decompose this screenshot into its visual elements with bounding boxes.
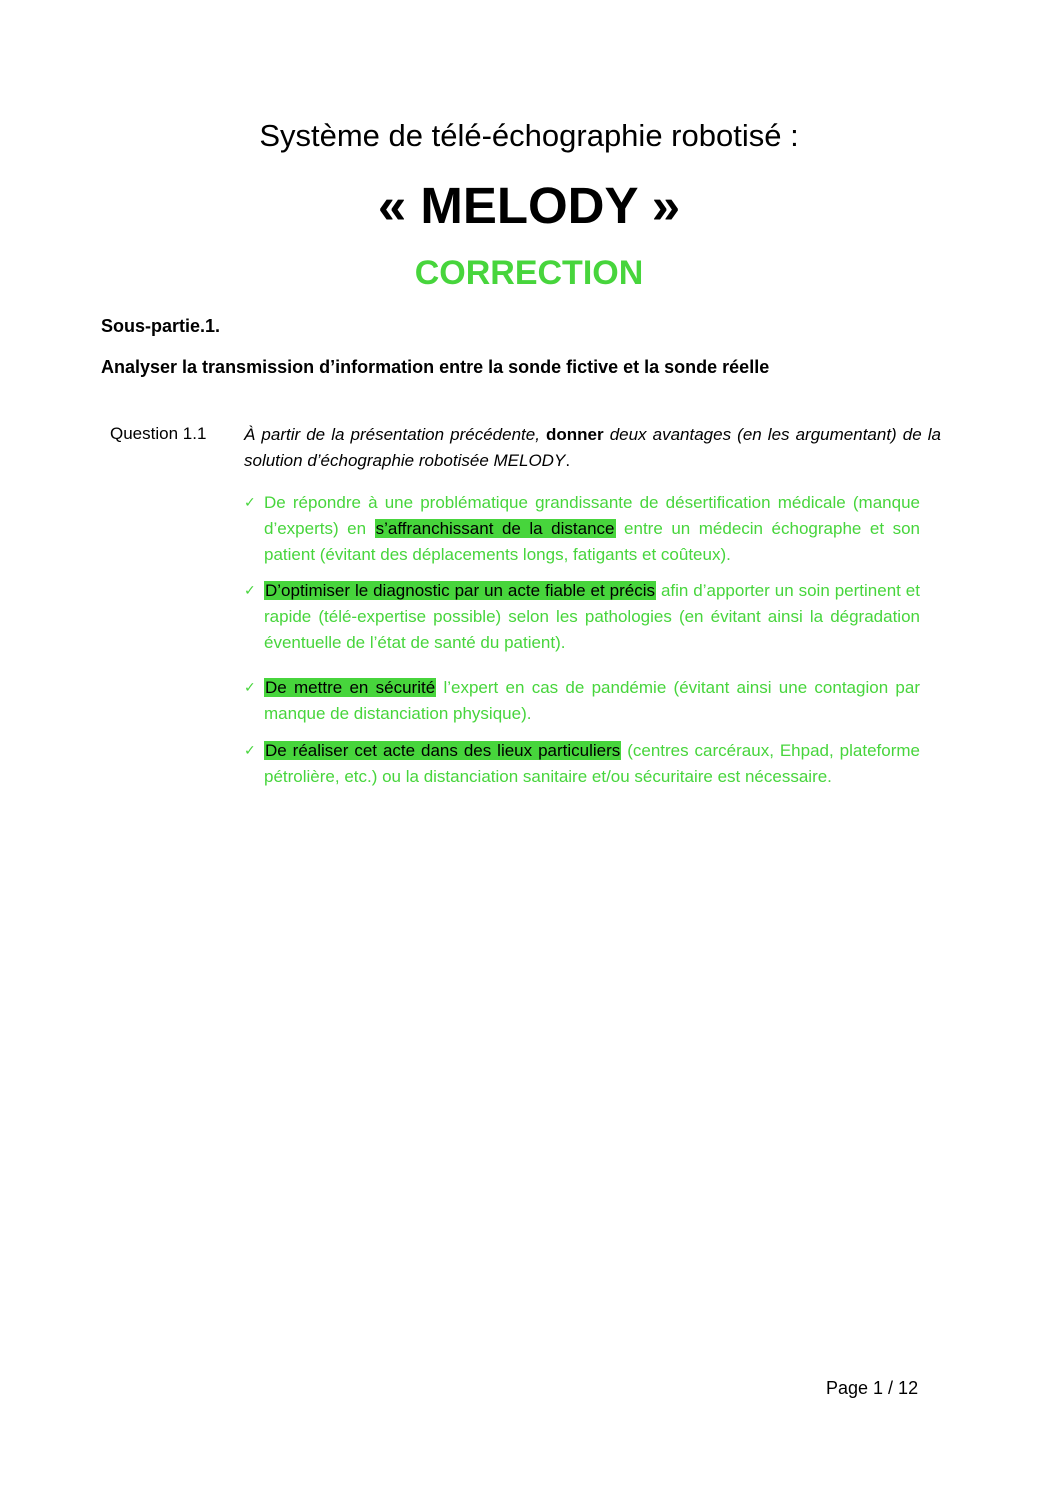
answer-text: afin d’apporter un soin pertinent et rapide (télé-expertise possible) selon les pathologies (en évitant ainsi la dégradation éventuelle de l’état de santé du patient). (264, 581, 920, 652)
question-text-before: À partir de la présentation précédente, (244, 425, 547, 444)
answer-highlight: s’affranchissant de la distance (375, 519, 615, 538)
question-text-after: deux avantages (en les argumentant) de la solution d’échographie robotisée MELODY (244, 425, 942, 470)
page-number: Page 1 / 12 (826, 1378, 919, 1398)
answer-text: De répondre à une problématique grandissante de désertification médicale (manque d’experts) en (264, 493, 920, 538)
question-label: Question 1.1 (110, 424, 207, 443)
check-icon: ✓ (244, 680, 256, 696)
question-text (244, 422, 941, 474)
question-text-end: . (565, 451, 571, 470)
document-title: Système de télé-échographie robotisé : (259, 118, 799, 153)
answer-text: entre un médecin échographe et son patient (évitant des déplacements longs, fatigants et coûteux). (264, 519, 921, 564)
check-icon: ✓ (244, 743, 256, 759)
subpart-label: Sous-partie.1. (101, 316, 221, 336)
correction-heading: CORRECTION (414, 254, 644, 292)
question-keyword: donner (546, 425, 604, 444)
answer-item (244, 738, 920, 790)
answer-list (244, 490, 920, 790)
subpart-title: Analyser la transmission d’information entre la sonde fictive et la sonde réelle (101, 357, 770, 377)
answer-item (244, 578, 920, 656)
answer-highlight: De mettre en sécurité (265, 678, 436, 697)
answer-highlight: De réaliser cet acte dans des lieux particuliers (265, 741, 621, 760)
answer-text: (centres carcéraux, Ehpad, plateforme pétrolière, etc.) ou la distanciation sanitaire et/ou sécuritaire est nécessaire. (264, 741, 920, 786)
answer-highlight: D’optimiser le diagnostic par un acte fiable et précis (265, 581, 656, 600)
check-icon: ✓ (244, 583, 256, 599)
answer-text: l’expert en cas de pandémie (évitant ainsi une contagion par manque de distanciation physique). (264, 678, 920, 723)
check-icon: ✓ (244, 495, 256, 511)
system-name: « MELODY » (377, 177, 681, 234)
answer-item (244, 490, 920, 568)
answer-item (244, 675, 920, 727)
